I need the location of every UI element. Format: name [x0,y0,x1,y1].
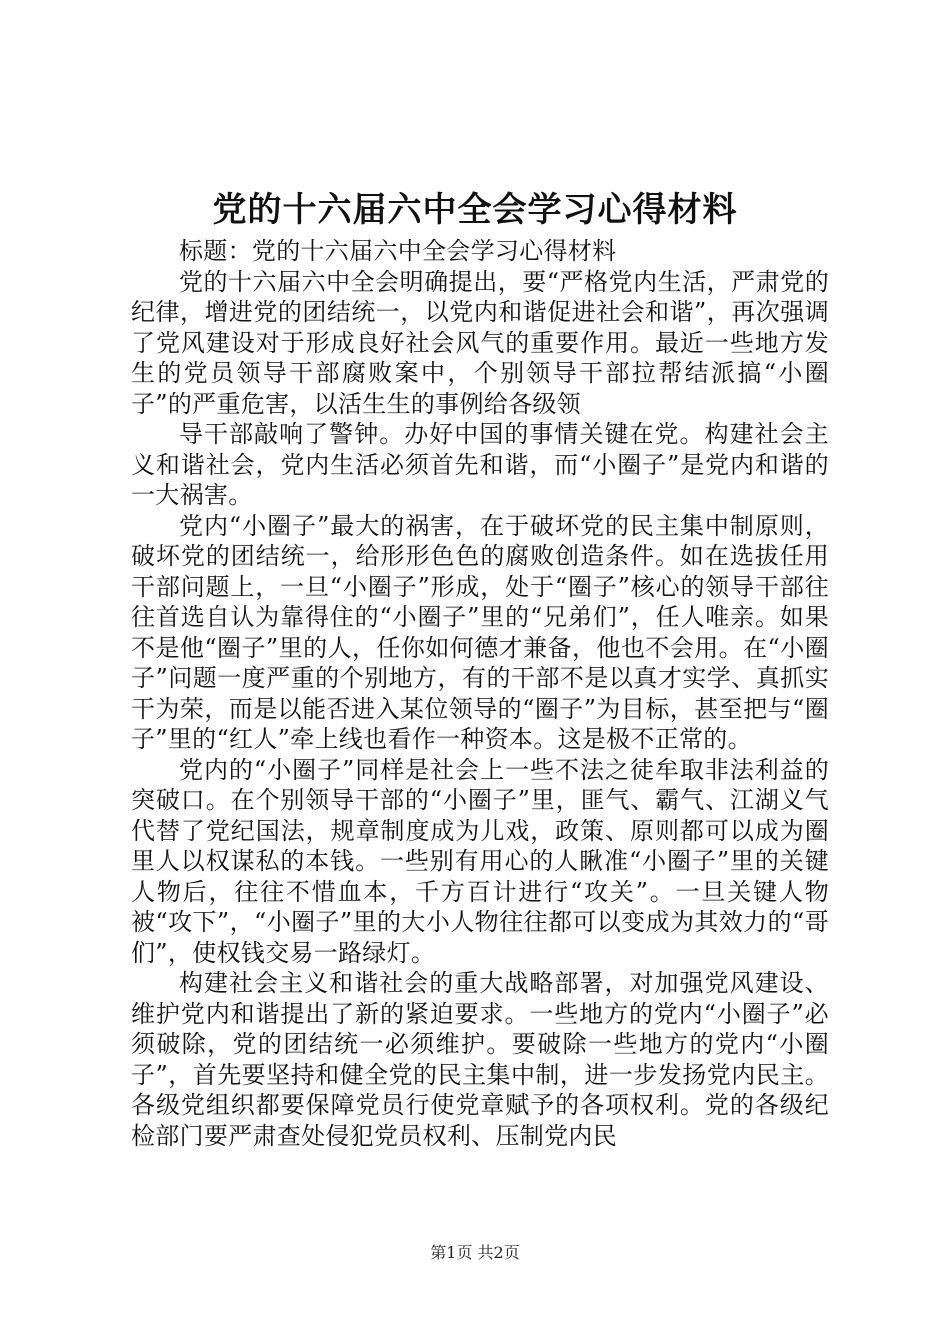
page-indicator: 第1页 共2页 [430,1243,520,1262]
paragraph: 党内“小圈子”最大的祸害，在于破坏党的民主集中制原则，破坏党的团结统一，给形形色色的腐败创造条件。如在选拔任用干部问题上，一旦“小圈子”形成，处于“圈子”核心的领导干部往往首选自认为靠得住的“小圈子”里的“兄弟们”，任人唯亲。如果不是他“圈子”里的人，任你如何德才兼备，他也不会用。在“小圈子”问题一度严重的个别地方，有的干部不是以真才实学、真抓实干为荣，而是以能否进入某位领导的“圈子”为目标，甚至把与“圈子”里的“红人”牵上线也看作一种资本。这是极不正常的。 [131,511,829,753]
paragraph: 导干部敲响了警钟。办好中国的事情关键在党。构建社会主义和谐社会，党内生活必须首先和谐，而“小圈子”是党内和谐的一大祸害。 [131,420,829,509]
paragraph: 党内的“小圈子”同样是社会上一些不法之徒牟取非法利益的突破口。在个别领导干部的“小圈子”里，匪气、霸气、江湖义气代替了党纪国法，规章制度成为儿戏，政策、原则都可以成为圈里人以权谋私的本钱。一些别有用心的人瞅准“小圈子”里的关键人物后，往往不惜血本，千方百计进行“攻关”。一旦关键人物被“攻下”，“小圈子”里的大小人物往往都可以变成为其效力的“哥们”，使权钱交易一路绿灯。 [131,755,829,967]
paragraph: 党的十六届六中全会明确提出，要“严格党内生活，严肃党的纪律，增进党的团结统一，以党内和谐促进社会和谐”，再次强调了党风建设对于形成良好社会风气的重要作用。最近一些地方发生的党员领导干部腐败案中，个别领导干部拉帮结派搞“小圈子”的严重危害，以活生生的事例给各级领 [131,267,829,418]
document-body [131,236,829,1151]
document-title: 党的十六届六中全会学习心得材料 [212,190,738,230]
paragraph-subject-line: 标题：党的十六届六中全会学习心得材料 [179,237,617,265]
page-footer [0,1242,950,1264]
paragraph: 构建社会主义和谐社会的重大战略部署，对加强党风建设、维护党内和谐提出了新的紧迫要求。一些地方的党内“小圈子”必须破除，党的团结统一必须维护。要破除一些地方的党内“小圈子”，首先要坚持和健全党的民主集中制，进一步发扬党内民主。各级党组织都要保障党员行使党章赋予的各项权利。党的各级纪检部门要严肃查处侵犯党员权利、压制党内民 [131,969,829,1150]
